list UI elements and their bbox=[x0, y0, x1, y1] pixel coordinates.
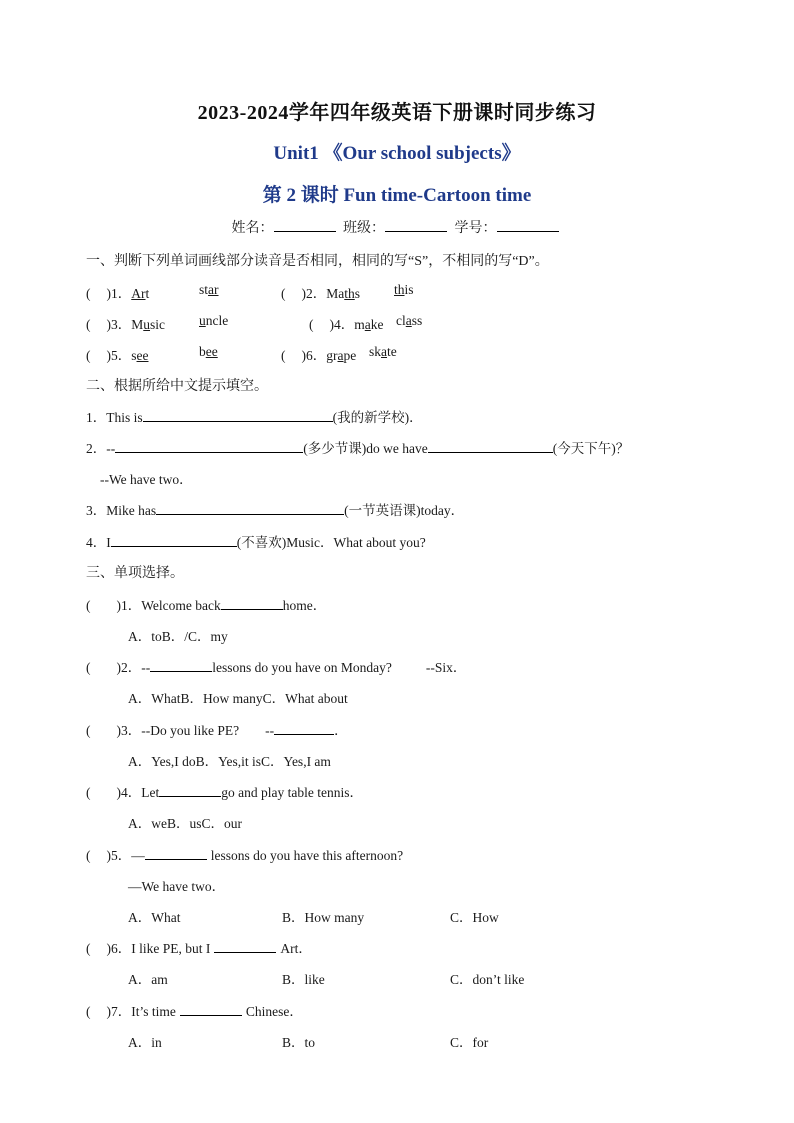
s3-question-4: ( )4．Let go and play table tennis． bbox=[86, 785, 363, 800]
answer-blank[interactable] bbox=[150, 658, 212, 672]
s3-q3-options: A．Yes,I doB．Yes,it isC．Yes,I am bbox=[128, 754, 331, 769]
s2-question-1: 1．This is (我的新学校)． bbox=[86, 410, 423, 425]
worksheet-title: 2023-2024学年四年级英语下册课时同步练习 bbox=[197, 102, 597, 124]
section-3-heading: 三、单项选择。 bbox=[86, 566, 184, 581]
s1-question-4: ( )4．make bbox=[309, 317, 384, 332]
s3-question-1: ( )1．Welcome back home． bbox=[86, 598, 327, 613]
answer-blank[interactable] bbox=[214, 939, 276, 953]
s1-question-1: ( )1．Art bbox=[86, 286, 150, 301]
section-2-heading: 二、根据所给中文提示填空。 bbox=[86, 379, 268, 394]
lesson-title: 第 2 课时 Fun time-Cartoon time bbox=[262, 185, 532, 206]
s1-question-5: ( )5．see bbox=[86, 348, 149, 363]
name-field[interactable] bbox=[274, 217, 336, 232]
s3-question-3: ( )3．--Do you like PE? -- ． bbox=[86, 723, 348, 738]
s3-q7-option-b: B．to bbox=[282, 1035, 316, 1050]
answer-blank[interactable] bbox=[111, 533, 237, 547]
s2-question-2: 2．-- (多少节课)do we have (今天下午)？ bbox=[86, 441, 630, 456]
s3-q5-option-a: A．What bbox=[128, 910, 181, 925]
s1-q4-word2: class bbox=[396, 313, 423, 328]
id-field[interactable] bbox=[497, 217, 559, 232]
class-label: 班级： bbox=[343, 221, 385, 236]
section-1-heading: 一、判断下列单词画线部分读音是否相同，相同的写“S”，不相同的写“D”。 bbox=[86, 254, 549, 269]
s1-q2-word2: this bbox=[394, 282, 414, 297]
s3-q6-option-b: B．like bbox=[282, 972, 325, 987]
s3-q7-option-a: A．in bbox=[128, 1035, 162, 1050]
s1-q5-word2: bee bbox=[199, 344, 218, 359]
class-field[interactable] bbox=[385, 217, 447, 232]
s1-q6-word2: skate bbox=[369, 344, 397, 359]
s3-question-5: ( )5．— lessons do you have this afternoon? bbox=[86, 848, 404, 863]
s2-question-3: 3．Mike has (一节英语课)today． bbox=[86, 503, 465, 518]
s2-question-4: 4．I (不喜欢)Music．What about you? bbox=[86, 535, 426, 550]
s3-q1-options: A．toB．/C．my bbox=[128, 629, 228, 644]
s3-question-2: ( )2．-- lessons do you have on Monday? --Six． bbox=[86, 660, 467, 675]
student-info-row bbox=[0, 217, 794, 237]
answer-blank[interactable] bbox=[274, 721, 334, 735]
s1-q1-word2: star bbox=[199, 282, 219, 297]
s3-q5-option-c: C．How bbox=[450, 910, 499, 925]
name-label: 姓名： bbox=[231, 221, 274, 236]
answer-blank[interactable] bbox=[156, 501, 344, 515]
s1-q3-word2: uncle bbox=[199, 313, 229, 328]
s1-question-6: ( )6．grape bbox=[281, 348, 357, 363]
s2-q2-answer: --We have two． bbox=[100, 472, 193, 487]
s3-q5-option-b: B．How many bbox=[282, 910, 365, 925]
s3-q7-option-c: C．for bbox=[450, 1035, 489, 1050]
answer-blank[interactable] bbox=[428, 439, 553, 453]
s3-q4-options: A．weB．usC．our bbox=[128, 816, 242, 831]
id-label: 学号： bbox=[454, 221, 497, 236]
s1-question-3: ( )3．Music bbox=[86, 317, 166, 332]
s3-question-6: ( )6．I like PE, but I Art． bbox=[86, 941, 312, 956]
s3-q5-answer: —We have two． bbox=[128, 879, 226, 894]
answer-blank[interactable] bbox=[115, 439, 303, 453]
answer-blank[interactable] bbox=[143, 408, 333, 422]
s3-q2-options: A．WhatB．How manyC．What about bbox=[128, 691, 348, 706]
answer-blank[interactable] bbox=[145, 846, 207, 860]
unit-title: Unit1 《Our school subjects》 bbox=[273, 143, 521, 164]
answer-blank[interactable] bbox=[159, 783, 221, 797]
s3-q6-option-a: A．am bbox=[128, 972, 168, 987]
s3-question-7: ( )7．It’s time Chinese． bbox=[86, 1004, 303, 1019]
s3-q6-option-c: C．don’t like bbox=[450, 972, 525, 987]
s1-question-2: ( )2．Maths bbox=[281, 286, 361, 301]
answer-blank[interactable] bbox=[180, 1002, 242, 1016]
answer-blank[interactable] bbox=[221, 596, 283, 610]
